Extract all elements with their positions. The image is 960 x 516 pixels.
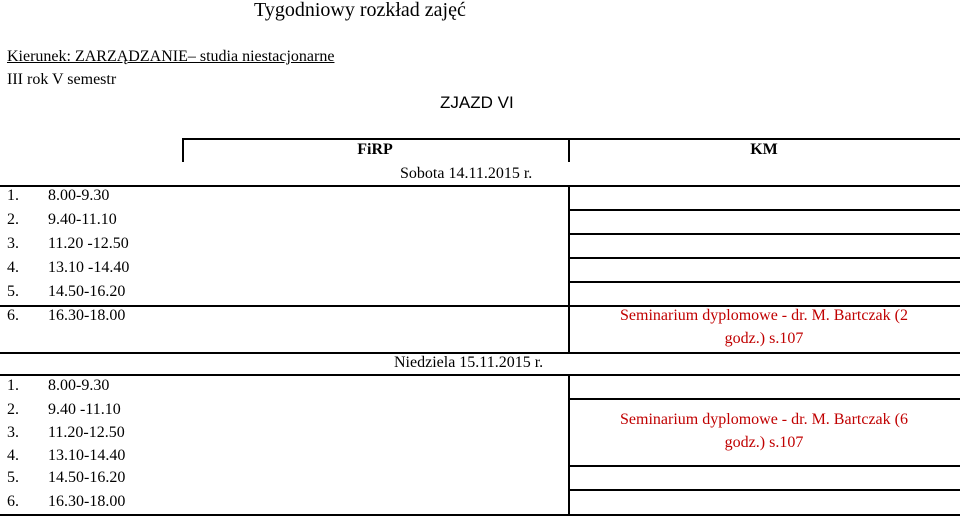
grid-line xyxy=(568,257,960,259)
slot-number: 5. xyxy=(7,283,19,300)
km-class-line1: Seminarium dyplomowe - dr. M. Bartczak (6 xyxy=(620,411,908,428)
grid-line xyxy=(568,489,960,491)
grid-line xyxy=(568,233,960,235)
slot-time: 11.20-12.50 xyxy=(48,424,125,441)
grid-line xyxy=(568,209,960,211)
slot-time: 9.40 -11.10 xyxy=(48,401,121,418)
time-slot xyxy=(7,446,125,466)
slot-time: 14.50-16.20 xyxy=(48,283,126,300)
slot-time: 16.30-18.00 xyxy=(48,493,126,510)
slot-time: 8.00-9.30 xyxy=(48,187,110,204)
slot-time: 8.00-9.30 xyxy=(48,377,110,394)
slot-number: 2. xyxy=(7,401,19,418)
day-label-saturday: Sobota 14.11.2015 r. xyxy=(400,165,533,182)
slot-time: 13.10-14.40 xyxy=(48,447,126,464)
year-semester-label: III rok V semestr xyxy=(7,71,117,88)
time-slot xyxy=(7,282,125,302)
day-label-sunday: Niedziela 15.11.2015 r. xyxy=(394,354,544,371)
time-slot xyxy=(7,376,109,396)
slot-time: 13.10 -14.40 xyxy=(48,259,130,276)
session-label: ZJAZD VI xyxy=(440,93,514,112)
time-slot xyxy=(7,186,109,206)
slot-time: 11.20 -12.50 xyxy=(48,235,129,252)
time-slot xyxy=(7,306,125,326)
page-title: Tygodniowy rozkład zajęć xyxy=(254,0,466,21)
km-class-line1: Seminarium dyplomowe - dr. M. Bartczak (2 xyxy=(620,307,908,324)
time-slot xyxy=(7,400,121,420)
time-slot xyxy=(7,423,125,443)
grid-line xyxy=(0,185,960,187)
grid-line xyxy=(0,374,960,376)
slot-number: 3. xyxy=(7,424,19,441)
time-slot xyxy=(7,258,129,278)
slot-number: 6. xyxy=(7,307,19,324)
km-class-line2: godz.) s.107 xyxy=(724,330,804,347)
group-header-km: KM xyxy=(750,141,778,158)
km-class-line2: godz.) s.107 xyxy=(724,434,804,451)
grid-line xyxy=(568,281,960,283)
grid-line xyxy=(0,514,960,516)
slot-number: 1. xyxy=(7,377,19,394)
time-slot xyxy=(7,210,117,230)
grid-line xyxy=(568,185,570,352)
slot-number: 1. xyxy=(7,187,19,204)
slot-number: 6. xyxy=(7,493,19,510)
slot-number: 4. xyxy=(7,447,19,464)
slot-number: 2. xyxy=(7,211,19,228)
time-slot xyxy=(7,492,125,512)
grid-line xyxy=(568,398,960,400)
program-label: Kierunek: ZARZĄDZANIE– studia niestacjonarne xyxy=(7,48,335,65)
group-header-firp: FiRP xyxy=(357,141,393,158)
slot-number: 3. xyxy=(7,235,19,252)
slot-number: 5. xyxy=(7,469,19,486)
grid-line xyxy=(568,465,960,467)
time-slot xyxy=(7,468,125,488)
slot-time: 16.30-18.00 xyxy=(48,307,126,324)
slot-number: 4. xyxy=(7,259,19,276)
time-slot xyxy=(7,234,129,254)
slot-time: 14.50-16.20 xyxy=(48,469,126,486)
slot-time: 9.40-11.10 xyxy=(48,211,117,228)
